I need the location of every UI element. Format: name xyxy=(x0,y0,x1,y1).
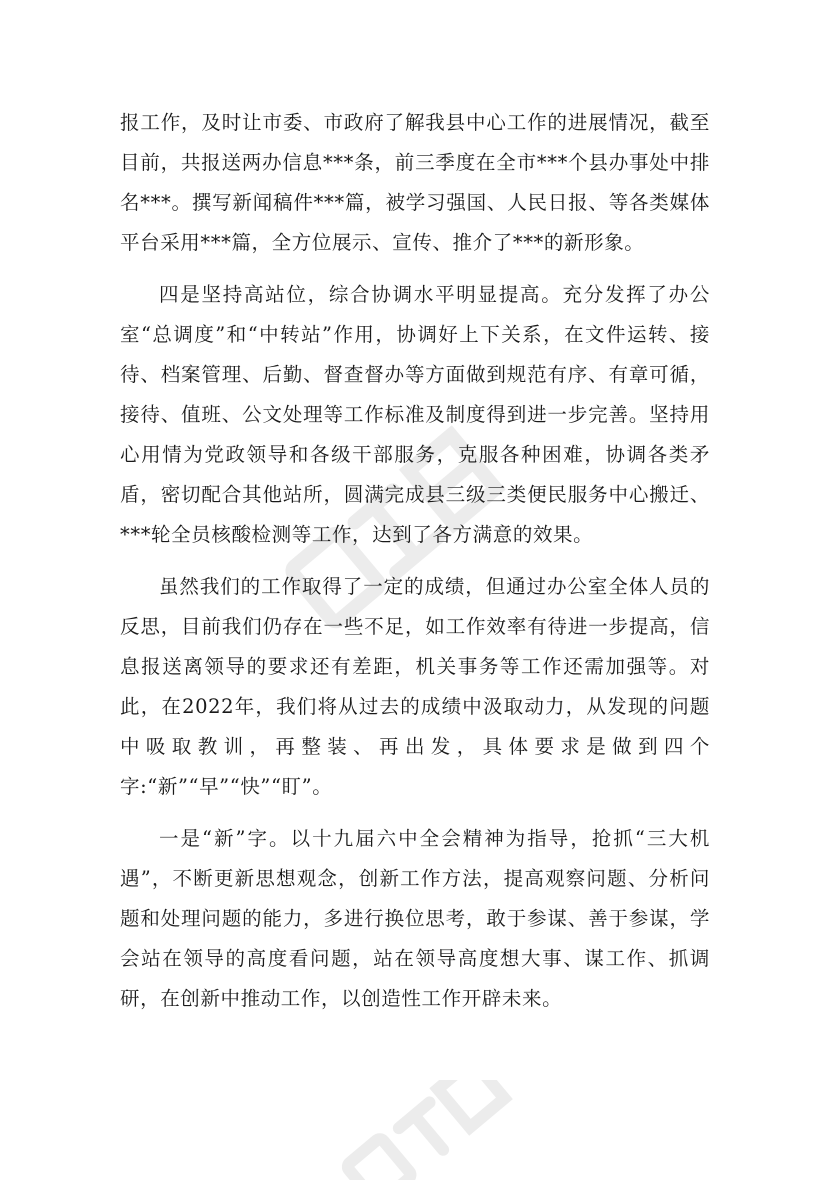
paragraph-shortcomings: 虽然我们的工作取得了一定的成绩，但通过办公室全体人员的反思，目前我们仍存在一些不足，如工作效率有待进一步提高，信息报送离领导的要求还有差距，机关事务等工作还需加强等。对此，在2022年，我们将从过去的成绩中汲取动力，从发现的问题中吸取教训，再整装、再出发，具体要求是做到四个字:“新”“早”“快”“盯”。 xyxy=(120,575,710,798)
watermark-graphic-lower xyxy=(320,1080,520,1180)
paragraph-continuation: 报工作，及时让市委、市政府了解我县中心工作的进展情况，截至目前，共报送两办信息***条，前三季度在全市***个县办事处中排名***。撰写新闻稿件***篇，被学习强国、人民日报、等各类媒体平台采用***篇，全方位展示、宣传、推介了***的新形象。 xyxy=(120,111,710,254)
paragraph-coordination: 四是坚持高站位，综合协调水平明显提高。充分发挥了办公室“总调度”和“中转站”作用，协调好上下关系，在文件运转、接待、档案管理、后勤、督查督办等方面做到规范有序、有章可循，接待、值班、公文处理等工作标准及制度得到进一步完善。坚持用心用情为党政领导和各级干部服务，克服各种困难，协调各类矛盾，密切配合其他站所，圆满完成县三级三类便民服务中心搬迁、***轮全员核酸检测等工作，达到了各方满意的效果。 xyxy=(120,283,710,546)
paragraph-new-character: 一是“新”字。以十九届六中全会精神为指导，抢抓“三大机遇”，不断更新思想观念，创新工作方法，提高观察问题、分析问题和处理问题的能力，多进行换位思考，敢于参谋、善于参谋，学会站在领导的高度看问题，站在领导高度想大事、谋工作、抓调研，在创新中推动工作，以创造性工作开辟未来。 xyxy=(120,827,710,1010)
document-body xyxy=(120,103,710,1019)
